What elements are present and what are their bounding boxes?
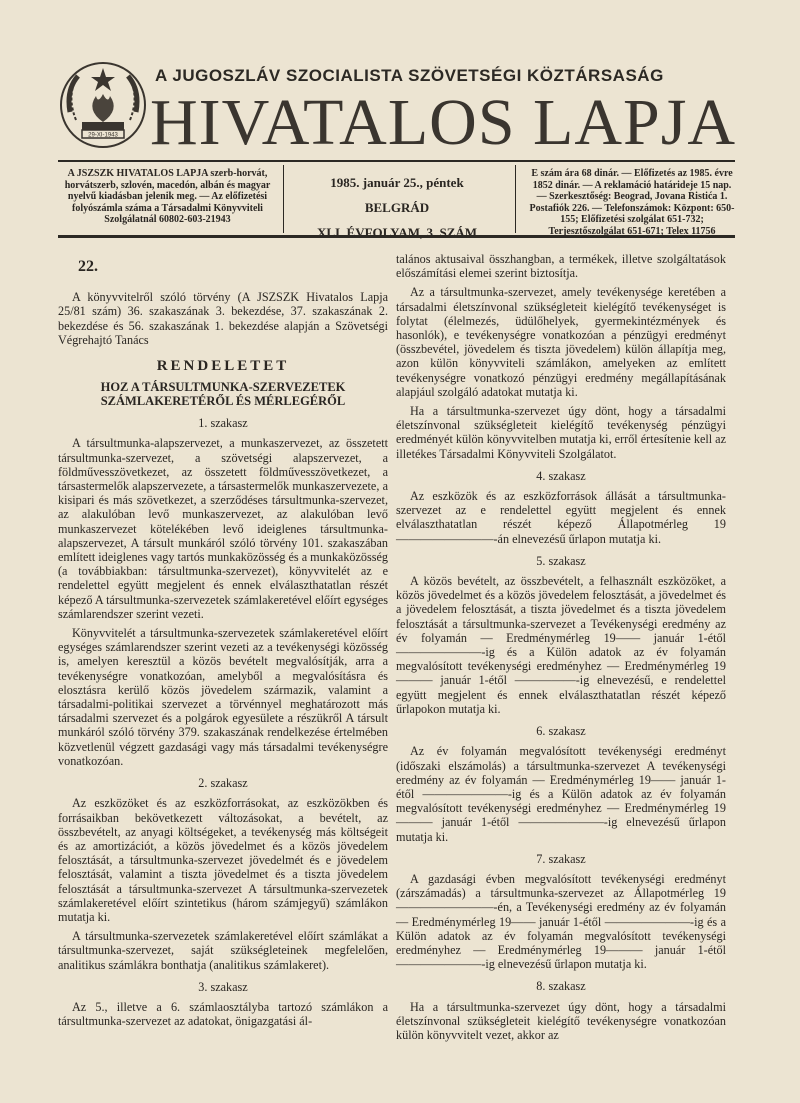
decree-subject: HOZ A TÁRSULTMUNKA-SZERVEZETEK SZÁMLAKERETÉRŐL ÉS MÉRLEGÉRŐL	[100, 380, 346, 408]
gazette-title: HIVATALOS LAPJA	[150, 86, 737, 159]
section-heading: 3. szakasz	[198, 979, 248, 994]
paragraph: A közös bevételt, az összbevételt, a felhasznált eszközöket, a közös jövedelmet és a közös jövedelem felosztását, a jövedelmet és a jövedelem felosztását, a tiszta jövedelmet és a tiszta jövedelem felosztását a társultmunka-szervezet a Tevékenységi eredmény az év folyamán — Eredménymérleg 19—— január 1-étől ———————-ig és a Külön adatok az év folyamán megvalósított tevékenységi eredményhez — Eredménymérleg 19——— január 1-étől —————-ig elnevezésű, e rendelettel együtt megjelent és ennek elválaszthatatlan részét képező űrlapokon mutatja ki.	[396, 574, 726, 716]
section-heading: 6. szakasz	[536, 724, 586, 739]
publication-info: A JSZSZK HIVATALOS LAPJA szerb-horvát, horvátszerb, szlovén, macedón, albán és magyar nyelvű kiadásban jelenik meg. — Az előfizetési folyószámla száma a Társadalmi Könyvviteli Szolgálatnál 60802-603-21943	[64, 168, 271, 225]
svg-text:29-XI-1943: 29-XI-1943	[88, 132, 118, 139]
paragraph: Az eszközök és az eszközforrások állását a társultmunka-szervezet az e rendelettel együtt megjelent és ennek elválaszthatatlan részét képező Állapotmérleg 19————————-án elnevezésű űrlapon mutatja ki.	[396, 489, 726, 546]
header-rule-bottom	[58, 235, 735, 238]
state-emblem-icon	[58, 60, 148, 150]
paragraph: A gazdasági évben megvalósított tevékenységi eredményt (zárszámadás) a társultmunka-szervezet az Állapotmérleg 19————————-én, a Tevékenységi eredmény az év folyamán — Eredménymérleg 19—— január 1-étől ———————-ig és a Külön adatok az év folyamán megvalósított tevékenységi eredményhez — Eredménymérleg 19——— január 1-étől ———————-ig elnevezésű űrlapon mutatja ki.	[396, 871, 726, 972]
issue-place: BELGRÁD	[364, 200, 430, 215]
paragraph: Ha a társultmunka-szervezet úgy dönt, hogy a társadalmi életszínvonal szükségleteit kielégítő tevékenységre vonatkozóan külön könyvvitelt vezet, akkor az	[396, 999, 726, 1042]
paragraph: Az 5., illetve a 6. számlaosztályba tartozó számlákon a társultmunka-szervezet az adatokat, önigazgatási ál-	[58, 999, 388, 1029]
right-column	[396, 252, 726, 1047]
paragraph: Könyvvitelét a társultmunka-szervezetek számlakeretével előírt egységes számlarendszer szerint vezeti az a tevékenységi közösség is, amelyen keresztül a közös bevételt megvalósítják, arra a tevékenységre vonatkozóan, amelyből a megvalósításra és elosztásra kerülő közös jövedelem származik, valamint a társadalmi-politikai szervezet a törvénnyel meghatározott más társadalmi szervezet és a polgárok egyesülete a részükről A társult munkáról szóló törvény 379. szakaszának rendelkezése értelmében közvetlenül végzett gazdasági vagy más társadalmi tevékenységre vonatkozóan.	[58, 626, 388, 768]
preamble: A könyvvitelről szóló törvény (A JSZSZK Hivatalos Lapja 25/81 szám) 36. szakaszának 3. bekezdése, 37. szakaszának 2. bekezdése és 56. szakaszának 1. bekezdése alapján a Szövetségi Végrehajtó Tanács	[58, 290, 388, 347]
issue-number: XLI. ÉVFOLYAM, 3. SZÁM	[316, 225, 478, 240]
act-number: 22.	[78, 258, 98, 275]
price-info: E szám ára 68 dinár. — Előfizetés az 1985. évre 1852 dinár. — A reklamáció határideje 15 nap. — Szerkesztőség: Beograd, Jovana Ristića 1. Postafiók 226. — Telefonszámok: Központ: 650-155; Előfizetési szolgálat 651-732; Terjesztőszolgálat 651-671; Telex 11756	[529, 168, 735, 237]
header-divider-right	[515, 165, 516, 233]
state-name: A JUGOSZLÁV SZOCIALISTA SZÖVETSÉGI KÖZTÁRSASÁG	[155, 66, 664, 85]
header-divider-left	[283, 165, 284, 233]
section-heading: 2. szakasz	[198, 776, 248, 791]
paragraph: Az év folyamán megvalósított tevékenységi eredményt (időszaki elszámolás) a társultmunka-szervezet A tevékenységi eredmény az év folyamán — Eredménymérleg 19—— január 1-étől ———————-ig és a Külön adatok az év folyamán megvalósított tevékenységi eredményhez — Eredménymérleg 19——— január 1-étől ———————-ig elnevezésű űrlapon mutatja ki.	[396, 744, 726, 844]
left-column	[58, 252, 388, 1033]
paragraph: Az eszközöket és az eszközforrásokat, az eszközökben és forrásaikban bekövetkezett változásokat, a bevételt, az összbevételt, az anyagi költségeket, a tevékenység más költségeit és az amortizációt, a közös jövedelmet és a közös jövedelem felosztását, a társultmunka-szervezet jövedelmét és e jövedelem felosztását, valamint a tiszta jövedelmet és a tiszta jövedelem felosztását a társultmunka-szervezet A társultmunka-szervezetek számlakeretével előírt szintetikus (három számjegyű) számlákon mutatja ki.	[58, 796, 388, 924]
section-heading: 8. szakasz	[536, 979, 586, 994]
section-heading: 5. szakasz	[536, 553, 586, 568]
paragraph: talános aktusaival összhangban, a termékek, illetve szolgáltatások előszámítási elemei szerint biztosítja.	[396, 252, 726, 281]
section-heading: 1. szakasz	[198, 416, 248, 431]
decree-title: RENDELETET	[156, 358, 290, 375]
paragraph: Ha a társultmunka-szervezet úgy dönt, hogy a társadalmi életszínvonal szükségleteit kielégítő tevékenység pénzügyi eredményét külön könyvvitelben mutatja ki, erről értesítenie kell az illetékes Társadalmi Könyvviteli Szolgálatot.	[396, 404, 726, 461]
issue-info	[292, 170, 502, 245]
section-heading: 7. szakasz	[536, 851, 586, 866]
paragraph: Az a társultmunka-szervezet, amely tevékenysége keretében a társadalmi életszínvonal szükségleteit kielégítő tevékenységet is folytat (élelmezés, üdülőhelyek, gyermekintézmények és hasonlók), e tevékenységre vonatkozóan a pénzügyi eredményt (összbevétel, jövedelem és tiszta jövedelem) külön állapítja meg, azon külön könyvviteli számlákon, amelyeken az említett tevékenységre vonatkozó pénzügyi eredmény megállapításának alapjául szolgáló adatokat mutatja ki.	[396, 285, 726, 399]
paragraph: A társultmunka-alapszervezet, a munkaszervezet, az összetett társultmunka-szervezet, a szövetségi alapszervezet, a földművesszövetkezet, az összetett földművesszövetkezet, a társastermelők alapszervezete, a társastermelők munkaszervezete, a kisipari és más szövetkezet, a szerződéses társultmunka-szervezet, az alakulóban levő munkaszervezet, az alakulóban levő munkaszervezet kötelékében levő ideiglenes társultmunka-alapszervezet, A társult munkáról szóló törvény 101. szakaszában említett ideiglenes vagy tartós munkaközösség és a munkaközösség (a továbbiakban: társultmunka-szervezet), könyvvitelét az e rendelettel együtt megjelent és ennek elválaszthatatlan részét képező A társultmunka-szervezetek számlakeretével előírt egységes számlarendszer szerint vezeti.	[58, 436, 388, 621]
header-rule-top	[58, 160, 735, 162]
paragraph: A társultmunka-szervezetek számlakeretével előírt számlákat a társultmunka-szervezet, saját szükségleteinek megfelelően, analitikus számlákra bonthatja (analitikus számlakeret).	[58, 929, 388, 972]
section-heading: 4. szakasz	[536, 468, 586, 483]
issue-date: 1985. január 25., péntek	[330, 175, 464, 190]
